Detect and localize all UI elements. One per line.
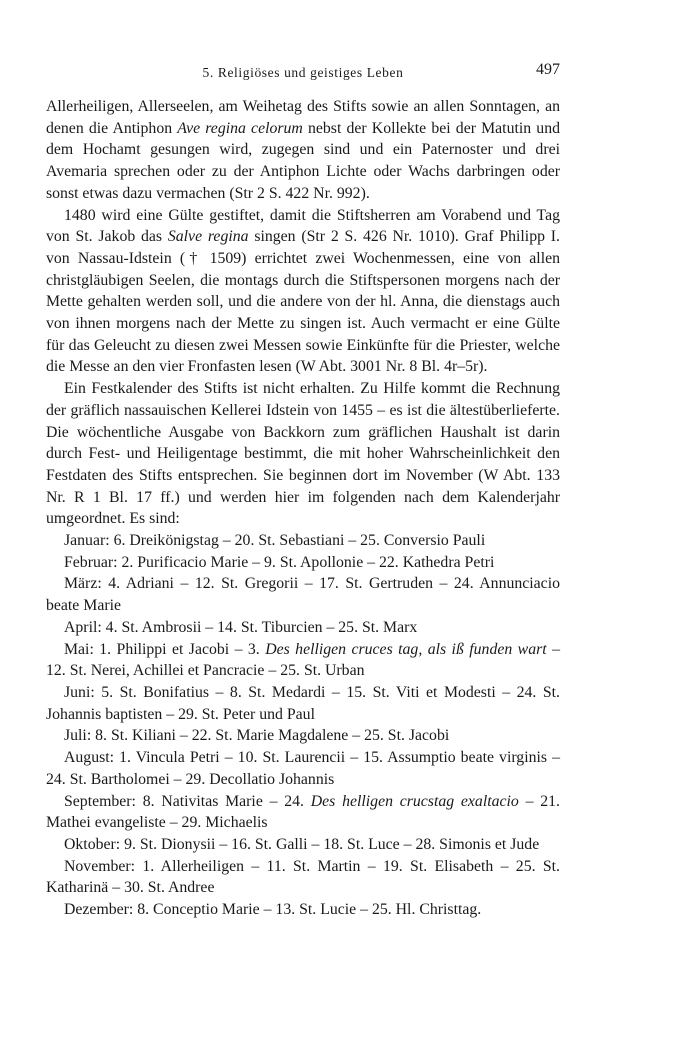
italic-text: Salve regina [167,228,249,246]
italic-text: Ave regina celorum [177,119,303,137]
text-run: April: 4. St. Ambrosii – 14. St. Tiburcien – 25. St. Marx [64,618,418,636]
paragraph [46,573,560,616]
text-run: Dezember: 8. Conceptio Marie – 13. St. Lucie – 25. Hl. Christtag. [64,901,482,919]
text-run: September: 8. Nativitas Marie – 24. [64,792,311,810]
text-run: singen (Str 2 S. 426 Nr. 1010). Graf Philipp I. von Nassau-Idstein († 1509) errichtet zwei Wochenmessen, eine von allen christgläubigen Seelen, die montags durch die Stiftspersonen morgens nach der Mette gehalten werden soll, und die andere von der hl. Anna, die dienstags auch von ihnen morgens nach der Mette zu singen ist. Auch vermacht er eine Gülte für das Geleucht zu diesen zwei Messen sowie Einkünfte für die Priester, welche die Messe an den vier Fronfasten lesen (W Abt. 3001 Nr. 8 Bl. 4r–5r). [46,228,560,376]
text-run: 1480 wird eine Gülte gestiftet, damit die Stiftsherren am Vorabend und Tag von St. Jakob das [46,206,560,246]
text-run: Januar: 6. Dreikönigstag – 20. St. Sebastiani – 25. Conversio Pauli [64,532,486,550]
paragraph [46,639,560,682]
text-run: Oktober: 9. St. Dionysii – 16. St. Galli – 18. St. Luce – 28. Simonis et Jude [64,835,540,853]
paragraph [46,682,560,725]
paragraph [46,791,560,834]
text-run: Februar: 2. Purificacio Marie – 9. St. Apollonie – 22. Kathedra Petri [64,553,495,571]
body-text [46,96,560,921]
text-run: August: 1. Vincula Petri – 10. St. Laurencii – 15. Assumptio beate virginis – 24. St. Bartholomei – 29. Decollatio Johannis [46,749,560,788]
text-run: nebst der Kollekte bei der Matutin und dem Hochamt gesungen wird, zugegen sind und ein Paternoster und drei Avemaria sprechen oder zu der Antiphon Lichte oder Wachs darbringen oder sonst etwas dazu vermachen (Str 2 S. 422 Nr. 992). [46,119,560,202]
paragraph [46,530,560,552]
paragraph [46,747,560,790]
paragraph [46,552,560,574]
paragraph [46,856,560,899]
running-head: 5. Religiöses und geistiges Leben [202,65,404,80]
text-run: – 12. St. Nerei, Achillei et Pancracie – 25. St. Urban [46,640,560,680]
text-run: – 21. Mathei evangeliste – 29. Michaelis [46,792,560,832]
text-run: Juni: 5. St. Bonifatius – 8. St. Medardi – 15. St. Viti et Modesti – 24. St. Johannis baptisten – 29. St. Peter und Paul [46,683,560,723]
page-number: 497 [536,61,560,78]
page-header [46,61,560,84]
text-run: Juli: 8. St. Kiliani – 22. St. Marie Magdalene – 25. St. Jacobi [64,727,450,745]
italic-text: Des helligen cruces tag, als iß funden wart [265,640,547,658]
text-run: Allerheiligen, Allerseelen, am Weihetag des Stifts sowie an allen Sonntagen, an denen die Antiphon [46,98,560,137]
text-run: Mai: 1. Philippi et Jacobi – 3. [64,640,266,658]
text-run: November: 1. Allerheiligen – 11. St. Martin – 19. St. Elisabeth – 25. St. Katharinä – 30. St. Andree [46,857,560,897]
italic-text: Des helligen crucstag exaltacio [310,792,519,810]
paragraph [46,96,560,205]
paragraph [46,725,560,747]
paragraph [46,205,560,379]
text-run: Ein Festkalender des Stifts ist nicht erhalten. Zu Hilfe kommt die Rechnung der gräflich nassauischen Kellerei Idstein von 1455 – es ist die ältestüberlieferte. Die wöchentliche Ausgabe von Backkorn zum gräflichen Haushalt ist darin durch Fest- und Heiligentage bestimmt, die mit hoher Wahrscheinlichkeit den Festdaten des Stifts entsprechen. Sie beginnen dort im November (W Abt. 133 Nr. R 1 Bl. 17 ff.) und werden hier im folgenden nach dem Kalenderjahr umgeordnet. Es sind: [46,380,560,528]
paragraph [46,378,560,530]
paragraph [46,899,560,921]
paragraph [46,617,560,639]
paragraph [46,834,560,856]
text-run: März: 4. Adriani – 12. St. Gregorii – 17. St. Gertruden – 24. Annunciacio beate Marie [46,575,560,615]
